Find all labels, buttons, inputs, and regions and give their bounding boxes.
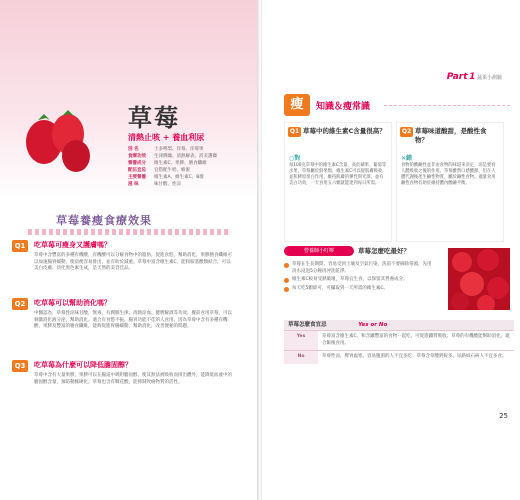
question-title: 吃草莓為什麼可以降低膽固醇？	[34, 361, 132, 369]
table-header	[284, 320, 514, 330]
info-value: 士多啤梨、洋莓、洋莓果	[154, 147, 204, 152]
tip-question: 草莓怎麼吃最好？	[358, 247, 410, 255]
row-text: 草莓性涼，脾胃虛寒、容易腹瀉的人不宜多吃；草莓含草酸鈣較多，尿路結石病人不宜多食。	[318, 351, 514, 364]
page-number: 25	[499, 412, 508, 420]
table-subtitle: Yes or No	[358, 322, 388, 328]
tip-divider	[384, 105, 510, 106]
quiz-question	[285, 123, 391, 136]
quiz-answer-text: 食物的酸鹼性並非由食物的味道來決定，而是要看人體吸收之後的作用。草莓雖然口感酸甜，但在人體代謝後產生鹼性物質，屬於鹼性食物。適量食用鹼性食物有助於維持體內酸鹼平衡。	[401, 163, 496, 186]
table-row	[284, 331, 514, 351]
part-label: Part	[446, 72, 468, 82]
quiz-answer-mark: ○對	[289, 155, 301, 162]
quiz-answer-mark: ✕錯	[401, 155, 413, 162]
qa-item	[14, 360, 234, 386]
info-row	[128, 160, 217, 167]
info-value: 宜搭配牛奶、蜂蜜	[154, 168, 190, 173]
bullet-text: 每天吃5顆即可，可攝取到一天所需的維生素C。	[292, 285, 389, 291]
info-value: 維生素C、果膠、膳食纖維	[154, 161, 207, 166]
qa-item	[14, 240, 234, 273]
tip-icon: 瘦	[284, 94, 310, 116]
quiz-answer-text: 每100克草莓中的維生素C含量，高於蘋果、葡萄等水果，草莓屬於鮮果類，維生素C可以從肌膚吸收，並和膠原蛋白作用，維持肌膚的彈性與光澤，並有美白功效，一天食用五六顆就能達到每日所需。	[289, 163, 387, 186]
quiz-question-text: 草莓味道酸甜，是酸性食物？	[415, 127, 487, 144]
table-title: 草莓怎麼食宜忌	[288, 322, 327, 328]
page-subtitle: 清熱止咳 + 養血利尿	[128, 133, 205, 142]
section-divider	[28, 229, 228, 235]
quiz-number: Q2	[401, 128, 412, 135]
quiz-question-text: 草莓中的維生素C含量很高？	[303, 127, 386, 135]
yes-no-table	[284, 330, 514, 364]
question-badge: Q1	[12, 240, 28, 252]
bullet-text: 維生素C較易受熱破壞，草莓宜生食，以保留其營養成分。	[292, 277, 408, 282]
right-page	[262, 0, 520, 500]
question-title: 吃草莓可以幫助消化嗎？	[34, 299, 111, 307]
info-value: 生津潤燥、清熱解表、消炎護膚	[154, 154, 217, 159]
info-row	[128, 181, 217, 188]
info-key: 食療功效	[128, 154, 146, 159]
answer-text: 草莓中含豐富的多種有機酸，有機酸可以分解食物中的脂肪，促進食慾，幫助消化，果膠膳食纖維可以加速腸胃蠕動，使宿便容易排出，並有助於減重。草莓中富含維生素C，能和胺基酸類結合，可以美白皮膚、淡化黑色素生成，是天然的美容佳品。	[34, 253, 232, 271]
tip-header	[284, 94, 514, 116]
left-page	[0, 0, 258, 500]
info-key: 營養成分	[128, 161, 146, 166]
bullet-item	[284, 277, 434, 284]
info-row	[128, 153, 217, 160]
answer-text: 草莓中含有大量果膠，果膠可以在腸道中吸附膽固醇，使其無法被吸收而排出體外，能降低血液中的膽固醇含量，預防動脈硬化。草莓也含有鞣花酸，能抑制致癌物質的活性。	[34, 373, 232, 385]
part-header	[447, 72, 502, 82]
quiz-card	[284, 122, 392, 242]
info-row	[128, 174, 217, 181]
question-badge: Q3	[12, 360, 28, 372]
bullet-item	[284, 262, 434, 275]
part-number: 1	[469, 72, 476, 82]
quiz-number: Q1	[289, 128, 300, 135]
nutritionist-tip-pill: 營養師小叮嚀	[284, 246, 354, 256]
answer-text: 中醫認為，草莓性涼味甘酸，無毒。有潤肺生津、清熱涼血、健脾解酒等功效，餐前食用草莓，可以刺激消化液分泌，幫助消化。適合有食慾不振、腸胃功能不佳的人食用。因為草莓中含有多種有機酸、果膠及豐富的膳食纖維，能夠促進胃腸蠕動，幫助消化，改善便秘的問題。	[34, 311, 232, 329]
question-badge: Q2	[12, 298, 28, 310]
bullet-text: 草莓在生長期間，容易受到土壤及空氣污染，洗前不要摘除蒂頭，先用清水浸泡5分鐘再沖洗乾淨。	[292, 262, 432, 274]
info-key: 別 名	[128, 147, 139, 152]
row-text: 草莓富含維生素C，和含鐵豐富的食物一起吃，可促進鐵質吸收；草莓的有機酸能幫助消化，適合飯後食用。	[318, 331, 514, 351]
info-value: 維生素A、維生素C、B群	[154, 175, 204, 180]
info-value: 味甘酸、性涼	[154, 182, 181, 187]
qa-item	[14, 298, 234, 331]
section-title: 草莓養瘦食療效果	[56, 214, 152, 227]
bullet-dot-icon	[284, 278, 289, 283]
info-key: 主要營養	[128, 175, 146, 180]
page-title: 草莓	[128, 104, 180, 132]
tip-bullets	[284, 262, 434, 294]
info-row	[128, 146, 217, 153]
part-tag: 蔬果小測驗	[476, 75, 502, 81]
info-key: 滋 味	[128, 182, 139, 187]
bullet-dot-icon	[284, 287, 289, 292]
quiz-card	[396, 122, 504, 242]
row-label: Yes	[284, 331, 318, 351]
bullet-dot-icon	[284, 263, 289, 268]
info-key: 配伍宜忌	[128, 168, 146, 173]
strawberry-photo	[18, 96, 98, 176]
info-list	[128, 146, 217, 188]
tip-title: 知識＆瘦常識	[316, 102, 371, 112]
question-title: 吃草莓可瘦身又護膚嗎？	[34, 241, 111, 249]
row-label: No	[284, 351, 318, 364]
strawberries-photo	[448, 248, 510, 310]
quiz-question	[397, 123, 503, 145]
info-row	[128, 167, 217, 174]
bullet-item	[284, 286, 434, 293]
table-row	[284, 351, 514, 364]
